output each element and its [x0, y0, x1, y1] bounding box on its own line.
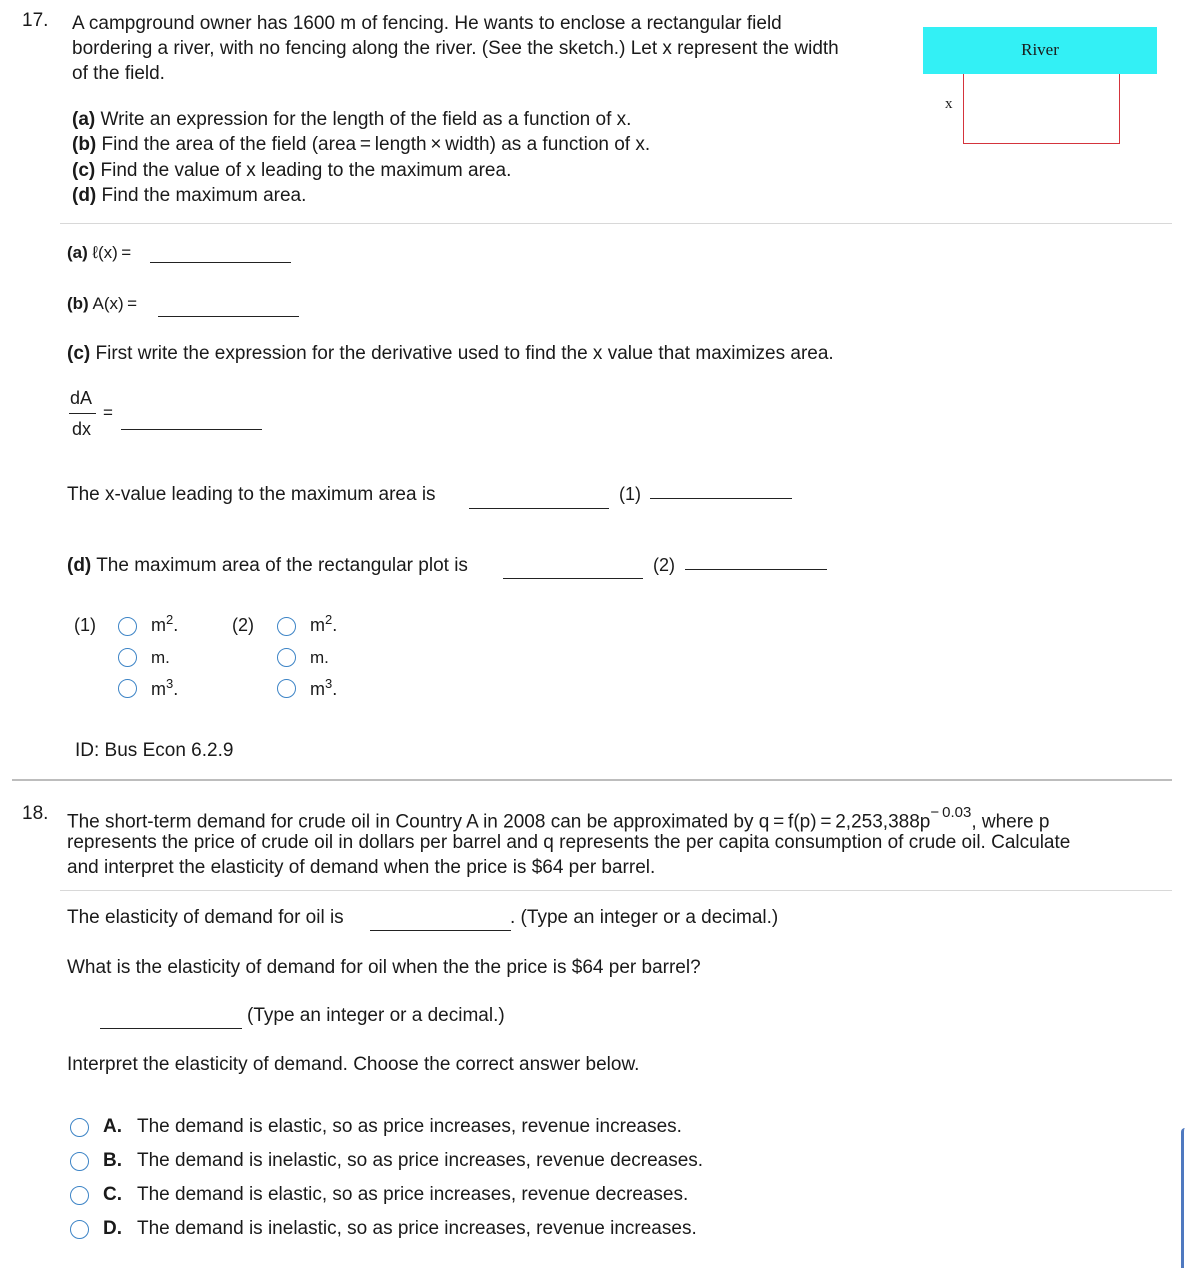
unit-1-m2-suffix: . [173, 615, 179, 635]
question-17-number: 17. [22, 10, 49, 31]
choice-d-text[interactable]: The demand is inelastic, so as price increases, revenue increases. [137, 1218, 697, 1239]
q17-intro-line-3: of the field. [72, 63, 165, 84]
derivative-numerator: dA [70, 388, 93, 408]
choice-c-radio[interactable] [70, 1186, 89, 1205]
answer-a-part: (a) [67, 243, 88, 262]
q18-line-1-end: , where p [971, 811, 1050, 833]
q17-part-b-text: Find the area of the field (area = length × width) as a function of x. [96, 134, 651, 155]
scrollbar-edge[interactable] [1181, 1128, 1186, 1268]
q18-line-1 [67, 804, 1050, 833]
unit-2-m-label: m. [310, 648, 329, 667]
q17-part-a-label: (a) [72, 109, 96, 130]
choice-b-text[interactable]: The demand is inelastic, so as price increases, revenue decreases. [137, 1150, 704, 1171]
answer-b-input[interactable] [158, 316, 299, 317]
unit-2-m-radio[interactable] [277, 648, 296, 667]
choice-d-letter: D. [103, 1218, 122, 1239]
choice-b-letter: B. [103, 1150, 122, 1171]
derivative-denominator: dx [72, 419, 92, 439]
choice-a-text[interactable]: The demand is elastic, so as price increases, revenue increases. [137, 1116, 682, 1137]
unit-slot-2-input[interactable] [685, 569, 827, 570]
unit-slot-1-input[interactable] [650, 498, 792, 499]
answer-a-text: ℓ(x) = [87, 243, 132, 262]
unit-1-m2-base: m [151, 615, 166, 635]
divider [60, 890, 1172, 891]
q17-part-a-text: Write an expression for the length of the field as a function of x. [95, 109, 632, 130]
question-id: ID: Bus Econ 6.2.9 [75, 740, 234, 761]
demand-exponent: − 0.03 [930, 804, 972, 821]
part-c-prompt-text: First write the expression for the derivative used to find the x value that maximizes area. [90, 343, 834, 364]
unit-group-2-label: (2) [232, 615, 254, 635]
unit-2-m3-suffix: . [332, 679, 338, 699]
derivative-input[interactable] [121, 429, 262, 430]
unit-1-m3-label [151, 676, 178, 700]
q17-intro-line-1: A campground owner has 1600 m of fencing. He wants to enclose a rectangular field [72, 13, 782, 34]
river-label: River [1021, 40, 1059, 59]
unit-slot-1-label: (1) [619, 484, 641, 504]
max-area-input[interactable] [503, 578, 643, 579]
derivative-equals: = [103, 403, 113, 422]
unit-1-m-label: m. [151, 648, 170, 667]
unit-1-m2-radio[interactable] [118, 617, 137, 636]
unit-2-m3-exp: 3 [325, 676, 333, 691]
part-d-prompt-text: The maximum area of the rectangular plot is [91, 555, 468, 576]
type-hint-1: . (Type an integer or a decimal.) [510, 907, 779, 928]
field-sketch-rectangle [963, 74, 1120, 144]
q18-line-2: represents the price of crude oil in dollars per barrel and q represents the per capita consumption of crude oil. Calculate [67, 832, 1071, 853]
part-c-prompt-label: (c) [67, 343, 91, 364]
unit-2-m2-label [310, 612, 337, 636]
unit-slot-2-label: (2) [653, 555, 675, 575]
answer-b-label [67, 294, 137, 314]
choice-a-letter: A. [103, 1116, 122, 1137]
field-width-label: x [945, 96, 953, 112]
q17-part-c [72, 160, 511, 182]
unit-1-m3-suffix: . [173, 679, 179, 699]
q17-part-d [72, 185, 306, 207]
choice-b-radio[interactable] [70, 1152, 89, 1171]
unit-2-m3-base: m [310, 679, 325, 699]
unit-2-m3-label [310, 676, 337, 700]
q17-part-d-text: Find the maximum area. [96, 185, 307, 206]
type-hint-2: (Type an integer or a decimal.) [247, 1005, 505, 1026]
q17-part-d-label: (d) [72, 185, 97, 206]
answer-b-part: (b) [67, 294, 89, 313]
answer-a-input[interactable] [150, 262, 291, 263]
part-d-prompt [67, 555, 468, 577]
part-c-prompt [67, 343, 834, 365]
part-d-prompt-label: (d) [67, 555, 92, 576]
unit-2-m2-exp: 2 [325, 612, 333, 627]
q17-part-c-text: Find the value of x leading to the maximum area. [95, 160, 512, 181]
elasticity-input[interactable] [370, 930, 511, 931]
elasticity-value-input[interactable] [100, 1028, 242, 1029]
choice-a-radio[interactable] [70, 1118, 89, 1137]
derivative-fraction-bar [69, 413, 96, 414]
unit-1-m3-base: m [151, 679, 166, 699]
unit-1-m-radio[interactable] [118, 648, 137, 667]
choice-d-radio[interactable] [70, 1220, 89, 1239]
q17-part-c-label: (c) [72, 160, 96, 181]
q17-part-a [72, 109, 631, 131]
q17-intro-line-2: bordering a river, with no fencing along the river. (See the sketch.) Let x represent the width [72, 38, 839, 59]
interpret-prompt: Interpret the elasticity of demand. Choose the correct answer below. [67, 1054, 640, 1075]
q18-line-1-text: The short-term demand for crude oil in Country A in 2008 can be approximated by q = f(p) = 2,253,388p [67, 811, 931, 833]
choice-c-letter: C. [103, 1184, 122, 1205]
q17-part-b [72, 134, 650, 156]
choice-c-text[interactable]: The demand is elastic, so as price increases, revenue decreases. [137, 1184, 689, 1205]
elasticity-question: What is the elasticity of demand for oil when the the price is $64 per barrel? [67, 957, 701, 978]
unit-1-m2-exp: 2 [166, 612, 174, 627]
unit-1-m3-exp: 3 [166, 676, 174, 691]
answer-a-label [67, 243, 131, 263]
question-18-number: 18. [22, 803, 49, 824]
q17-part-b-label: (b) [72, 134, 97, 155]
x-value-input[interactable] [469, 508, 609, 509]
unit-2-m2-base: m [310, 615, 325, 635]
divider [60, 223, 1172, 224]
q18-line-3: and interpret the elasticity of demand when the price is $64 per barrel. [67, 857, 656, 878]
unit-2-m2-suffix: . [332, 615, 338, 635]
elasticity-text: The elasticity of demand for oil is [67, 907, 344, 928]
unit-1-m3-radio[interactable] [118, 679, 137, 698]
unit-1-m2-label [151, 612, 178, 636]
question-separator [12, 779, 1172, 781]
unit-2-m2-radio[interactable] [277, 617, 296, 636]
river-sketch [923, 27, 1157, 74]
unit-group-1-label: (1) [74, 615, 96, 635]
answer-b-text: A(x) = [88, 294, 137, 313]
unit-2-m3-radio[interactable] [277, 679, 296, 698]
x-value-text: The x-value leading to the maximum area is [67, 484, 436, 505]
